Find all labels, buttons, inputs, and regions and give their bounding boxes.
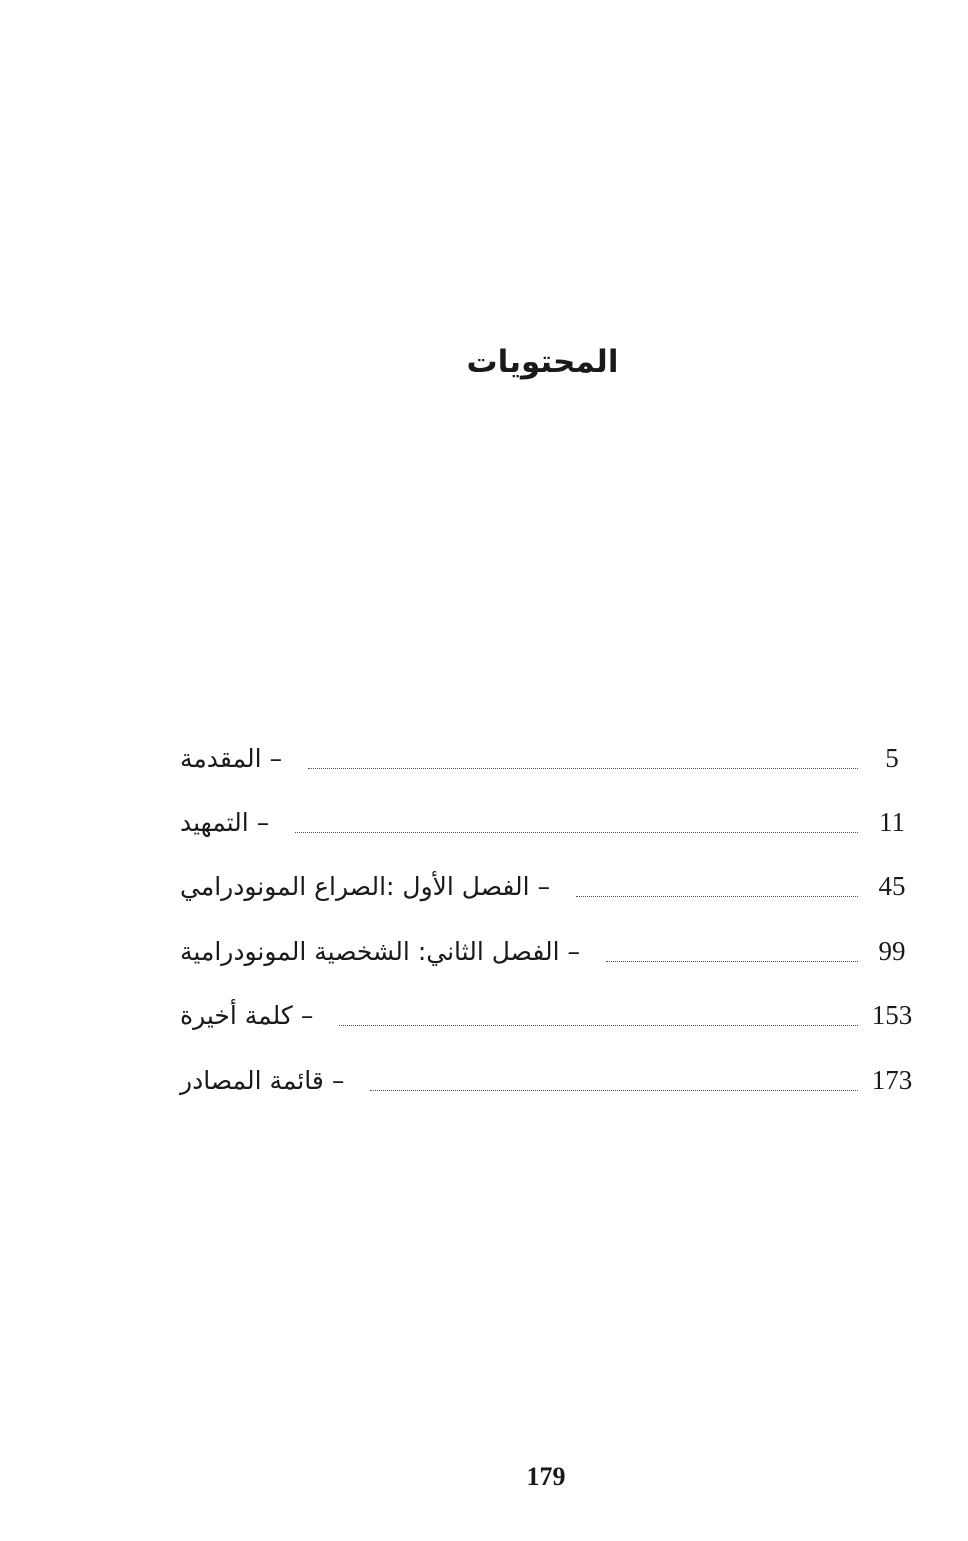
toc-entry-text: التمهيد: [180, 808, 249, 838]
contents-heading: المحتويات: [466, 344, 619, 380]
dot-leader: [606, 961, 858, 962]
toc-entry-dash: –: [269, 743, 283, 773]
toc-entry-page: 45: [878, 871, 906, 902]
dot-leader: [370, 1090, 858, 1091]
toc-entry-text: كلمة أخيرة: [180, 1001, 293, 1031]
toc-entry-dash: –: [256, 808, 270, 838]
dot-leader: [339, 1025, 858, 1026]
page-number: 179: [526, 1462, 566, 1491]
toc-entry-dash: –: [300, 1001, 314, 1031]
toc-entry-page: 173: [871, 1064, 913, 1095]
toc-entry-title: [180, 936, 581, 966]
toc-entry-page: 11: [879, 807, 905, 838]
toc-entry: [180, 1048, 920, 1112]
toc-entry: [180, 855, 920, 919]
toc-entry-title: [180, 1001, 314, 1031]
toc-entry-title: [180, 808, 270, 838]
toc-entry-page: 5: [885, 742, 899, 773]
toc-entry-page: 99: [878, 935, 906, 966]
toc-entry: [180, 790, 920, 854]
toc-entry-dash: –: [537, 872, 551, 902]
toc-entry: [180, 726, 920, 790]
toc-entry-text: الفصل الأول :الصراع المونودرامي: [180, 872, 530, 902]
toc-entry-title: [180, 743, 283, 773]
dot-leader: [295, 832, 858, 833]
toc-entry-text: المقدمة: [180, 743, 262, 773]
toc-entry: [180, 919, 920, 983]
toc-entry-text: الفصل الثاني: الشخصية المونودرامية: [180, 936, 560, 966]
toc-entry-title: [180, 872, 551, 902]
dot-leader: [308, 768, 858, 769]
dot-leader: [576, 896, 858, 897]
toc-entry-text: قائمة المصادر: [180, 1065, 324, 1095]
toc-entry-dash: –: [331, 1065, 345, 1095]
toc-entry-dash: –: [567, 936, 581, 966]
table-of-contents: [180, 726, 920, 1112]
toc-entry: [180, 984, 920, 1048]
toc-entry-page: 153: [871, 1000, 913, 1031]
toc-entry-title: [180, 1065, 345, 1095]
